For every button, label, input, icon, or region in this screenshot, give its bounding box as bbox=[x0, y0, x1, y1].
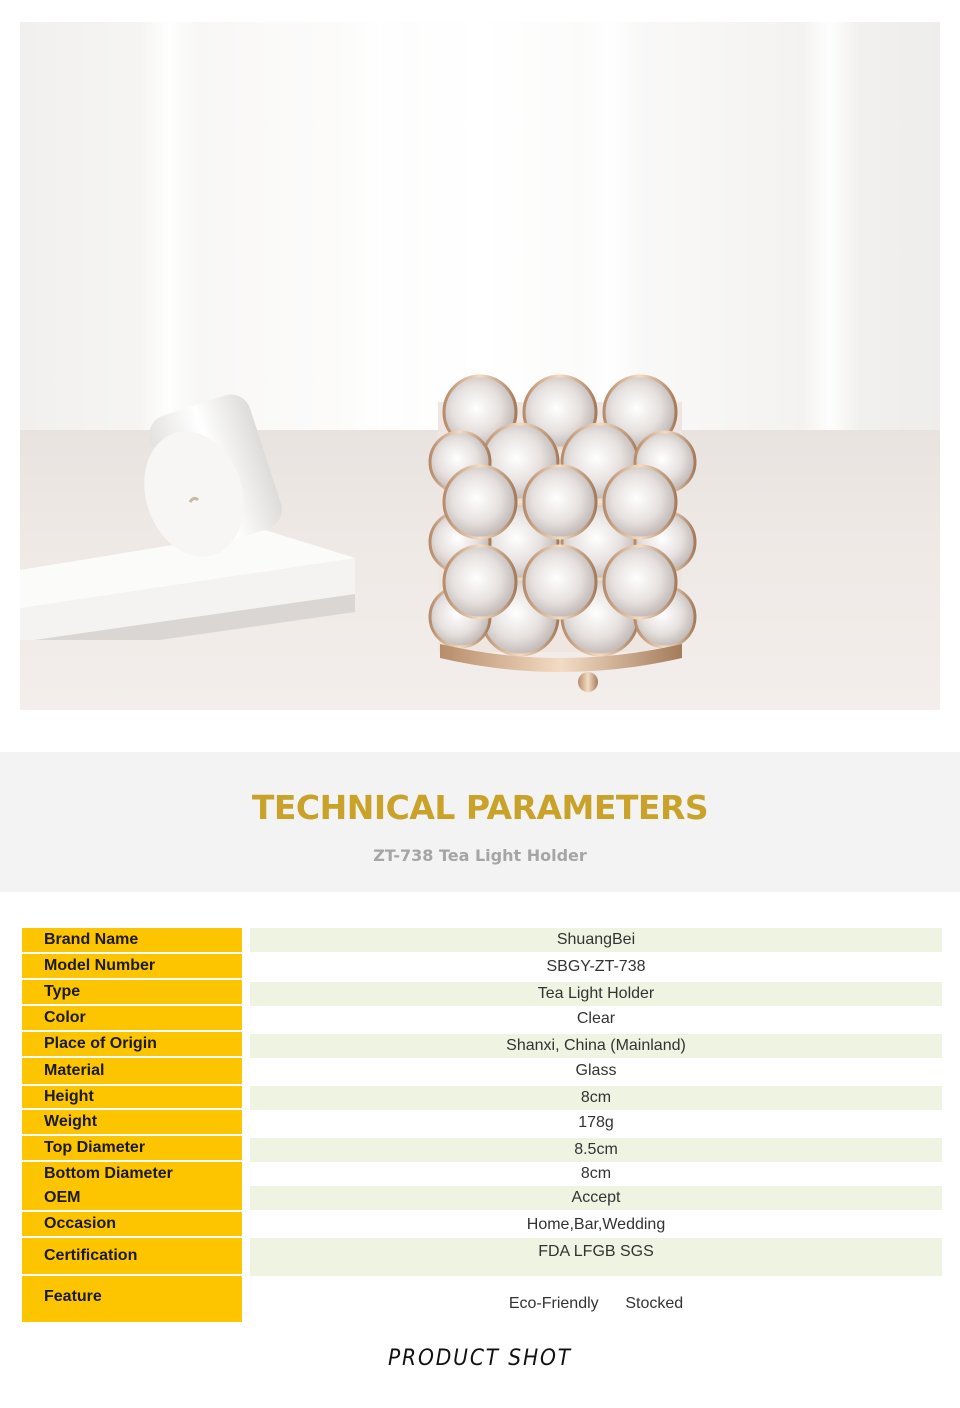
spec-row bbox=[22, 1086, 942, 1110]
spec-value: Accept bbox=[250, 1186, 942, 1210]
curtain-highlight bbox=[800, 22, 860, 442]
spec-value: ShuangBei bbox=[250, 928, 942, 952]
spec-value: 8.5cm bbox=[250, 1138, 942, 1162]
spec-row bbox=[22, 928, 942, 954]
spec-label: Model Number bbox=[22, 954, 242, 980]
spec-row bbox=[22, 1162, 942, 1186]
spec-value: 8cm bbox=[250, 1086, 942, 1110]
spec-row bbox=[22, 1136, 942, 1162]
crystal-tea-light-holder bbox=[420, 362, 700, 702]
spec-value: Tea Light Holder bbox=[250, 982, 942, 1006]
spec-label: Feature bbox=[22, 1276, 242, 1324]
spec-row bbox=[22, 1212, 942, 1238]
pillar-candle bbox=[128, 382, 298, 562]
spec-row bbox=[22, 1058, 942, 1084]
spec-value: Shanxi, China (Mainland) bbox=[250, 1034, 942, 1058]
spec-value: Clear bbox=[250, 1006, 942, 1032]
spec-value: Eco-Friendly Stocked bbox=[250, 1276, 942, 1324]
spec-value: Glass bbox=[250, 1058, 942, 1084]
spec-value: 8cm bbox=[250, 1162, 942, 1186]
spec-row bbox=[22, 1238, 942, 1276]
spec-label: OEM bbox=[22, 1186, 242, 1212]
spec-label: Brand Name bbox=[22, 928, 242, 954]
curtain-highlight bbox=[350, 22, 410, 442]
spec-label: Weight bbox=[22, 1110, 242, 1136]
spec-row bbox=[22, 1110, 942, 1136]
spec-row bbox=[22, 980, 942, 1006]
spec-row bbox=[22, 1276, 942, 1324]
spec-label: Type bbox=[22, 980, 242, 1006]
section-subtitle: ZT-738 Tea Light Holder bbox=[373, 846, 587, 865]
spec-label: Bottom Diameter bbox=[22, 1162, 242, 1188]
spec-label: Occasion bbox=[22, 1212, 242, 1238]
spec-row bbox=[22, 1032, 942, 1058]
spec-value: SBGY-ZT-738 bbox=[250, 954, 942, 980]
spec-value: FDA LFGB SGS bbox=[250, 1238, 942, 1276]
spec-label: Material bbox=[22, 1058, 242, 1086]
curtain-highlight bbox=[140, 22, 200, 442]
spec-label: Color bbox=[22, 1006, 242, 1032]
spec-label: Height bbox=[22, 1086, 242, 1110]
product-photo bbox=[20, 22, 940, 710]
spec-value: Home,Bar,Wedding bbox=[250, 1212, 942, 1238]
section-title: TECHNICAL PARAMETERS bbox=[251, 788, 709, 827]
spec-value: 178g bbox=[250, 1110, 942, 1136]
spec-label: Certification bbox=[22, 1238, 242, 1276]
spec-row bbox=[22, 1006, 942, 1032]
spec-row bbox=[22, 954, 942, 980]
spec-row bbox=[22, 1186, 942, 1212]
product-shot-heading: PRODUCT SHOT bbox=[388, 1346, 572, 1371]
spec-label: Place of Origin bbox=[22, 1032, 242, 1058]
spec-label: Top Diameter bbox=[22, 1136, 242, 1162]
